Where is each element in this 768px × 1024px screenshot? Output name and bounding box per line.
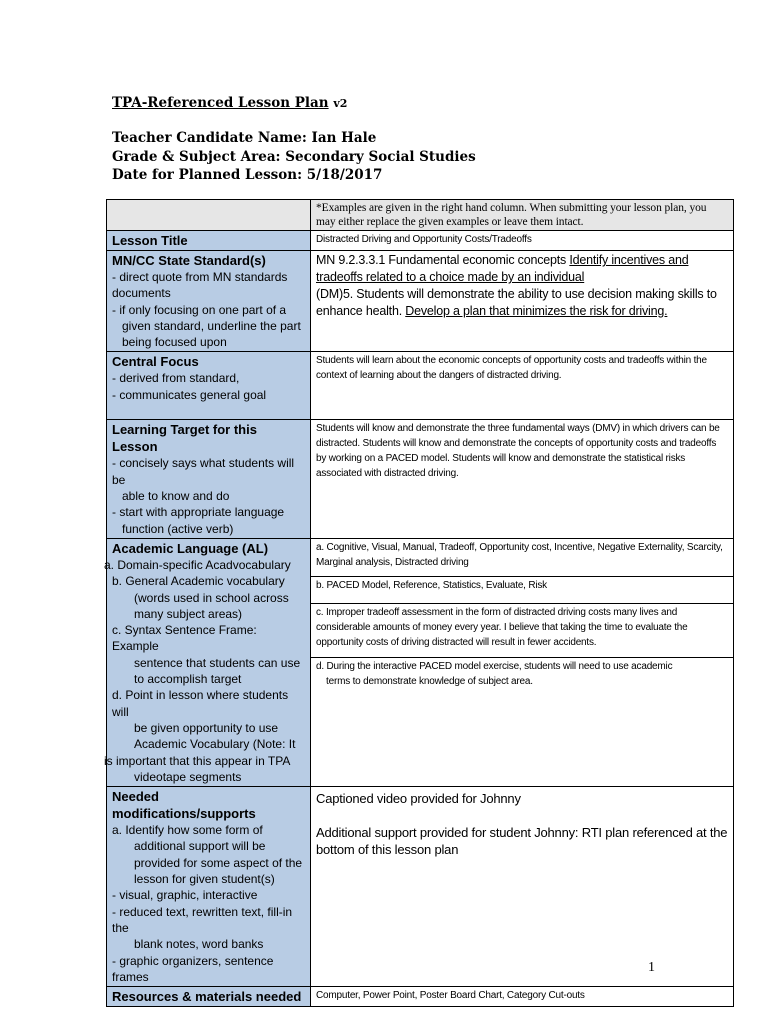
learning-target-label: Learning Target for this Lesson [112,422,257,455]
academic-language-note: c. Syntax Sentence Frame: Example [112,623,257,654]
academic-language-label: Academic Language (AL) [112,540,269,556]
academic-language-c: c. Improper tradeoff assessment in the form of distracted driving costs many lives and considerable amounts of money every year. I believe that taking the time to evaluate the opportunity costs of driving distracted will result in fewer accidents. [311,603,734,658]
central-focus-note: - communicates general goal [112,387,267,402]
modifications-row [107,787,734,987]
lesson-plan-table [106,199,734,1007]
academic-language-note: a. Domain-specific Acadvocabulary [104,557,291,572]
standard-dm-underlined: Develop a plan that minimizes the risk for driving. [405,304,668,318]
central-focus-note: - derived from standard, [112,371,240,386]
standard-dm: (DM)5. Students will demonstrate the ability to use decision making skills to enhance health. [316,287,717,318]
version-text: v2 [333,97,348,110]
standards-note: given standard, underline the part being focused upon [122,318,301,350]
standard-mn: MN 9.2.3.3.1 Fundamental economic concepts [316,253,570,267]
learning-target-note: able to know and do [122,489,230,504]
central-focus-row [107,352,734,420]
resources-value: Computer, Power Point, Poster Board Chart, Category Cut-outs [311,987,734,1007]
academic-language-b: b. PACED Model, Reference, Statistics, Evaluate, Risk [311,576,734,603]
modifications-note: - graphic organizers, sentence frames [112,953,274,984]
academic-language-note: videotape segments [134,769,242,784]
academic-language-a: a. Cognitive, Visual, Manual, Tradeoff, Opportunity cost, Incentive, Negative Externality, Scarcity, Marginal analysis, Distracted driving [311,538,734,576]
grade-subject: Grade & Subject Area: Secondary Social Studies [112,149,476,165]
intro-blank-cell [107,200,311,231]
standards-value-cell [311,251,734,352]
title-text: TPA-Referenced Lesson Plan [112,95,329,111]
modifications-note: - reduced text, rewritten text, fill-in the [112,904,293,935]
standards-label: MN/CC State Standard(s) [112,253,266,268]
page-number: 1 [648,960,655,975]
modifications-note: blank notes, word banks [134,937,264,952]
academic-language-note: b. General Academic vocabulary [112,574,285,589]
central-focus-label: Central Focus [112,354,199,370]
lesson-title-label: Lesson Title [112,233,188,248]
document-title [112,95,347,111]
modifications-value-1: Captioned video provided for Johnny [316,791,521,807]
standards-note: - direct quote from MN standards documents [112,270,288,301]
modifications-value-cell [311,787,734,987]
intro-cell: *Examples are given in the right hand column. When submitting your lesson plan, you may either replace the given examples or leave them intact. [311,200,734,231]
modifications-note: additional support will be provided for some aspect of the lesson for given student(s) [134,839,303,887]
academic-language-note: be given opportunity to use Academic Vocabulary (Note: It [134,720,296,752]
learning-target-note: function (active verb) [122,521,234,536]
modifications-value-2: Additional support provided for student Johnny: RTI plan referenced at the bottom of this lesson plan [316,825,728,858]
standards-note: - if only focusing on one part of a [112,302,287,317]
modifications-note: - visual, graphic, interactive [112,888,258,903]
central-focus-label-cell [107,352,311,420]
modifications-label-cell [107,787,311,987]
lesson-title-value: Distracted Driving and Opportunity Costs/Tradeoffs [311,231,734,251]
academic-language-label-cell [104,538,311,786]
standard-mn-underlined: Identify incentives and tradeoffs related to a choice made by an individual [316,253,689,284]
teacher-name: Teacher Candidate Name: Ian Hale [112,130,377,146]
modifications-note: a. Identify how some form of [112,823,263,838]
learning-target-value: Students will know and demonstrate the three fundamental ways (DMV) in which drivers can be distracted. Students will know and demonstrate the concepts of opportunity costs and tradeoffs by working on a PACED model. Students will know and demonstrate the statistical risks associated with distracted driving. [311,420,734,538]
resources-row [107,987,734,1007]
academic-language-d-cell [311,658,734,787]
learning-target-row [107,420,734,538]
central-focus-value: Students will learn about the economic concepts of opportunity costs and tradeoffs within the context of learning about the dangers of distracted driving. [311,352,734,420]
lesson-title-row [107,231,734,251]
learning-target-note: - start with appropriate language [112,505,285,520]
academic-language-note: d. Point in lesson where students will [112,688,289,719]
standards-label-cell [107,251,311,352]
learning-target-note: - concisely says what students will be [112,456,295,487]
standards-row [107,251,734,352]
modifications-label: Needed modifications/supports [112,789,256,822]
academic-language-note: sentence that students can use to accomplish target [134,655,301,687]
intro-row [107,200,734,231]
academic-language-note: (words used in school across many subject areas) [134,590,289,621]
learning-target-label-cell [107,420,311,538]
resources-label-cell [107,987,311,1007]
resources-label: Resources & materials needed [112,989,302,1005]
academic-language-d1: d. During the interactive PACED model exercise, students will need to use academic [316,661,673,673]
academic-language-d2: terms to demonstrate knowledge of subject area. [326,676,533,688]
lesson-title-label-cell [107,231,311,251]
academic-language-note: is important that this appear in TPA [104,753,291,768]
academic-language-row-a [107,538,734,576]
lesson-date: Date for Planned Lesson: 5/18/2017 [112,167,383,183]
